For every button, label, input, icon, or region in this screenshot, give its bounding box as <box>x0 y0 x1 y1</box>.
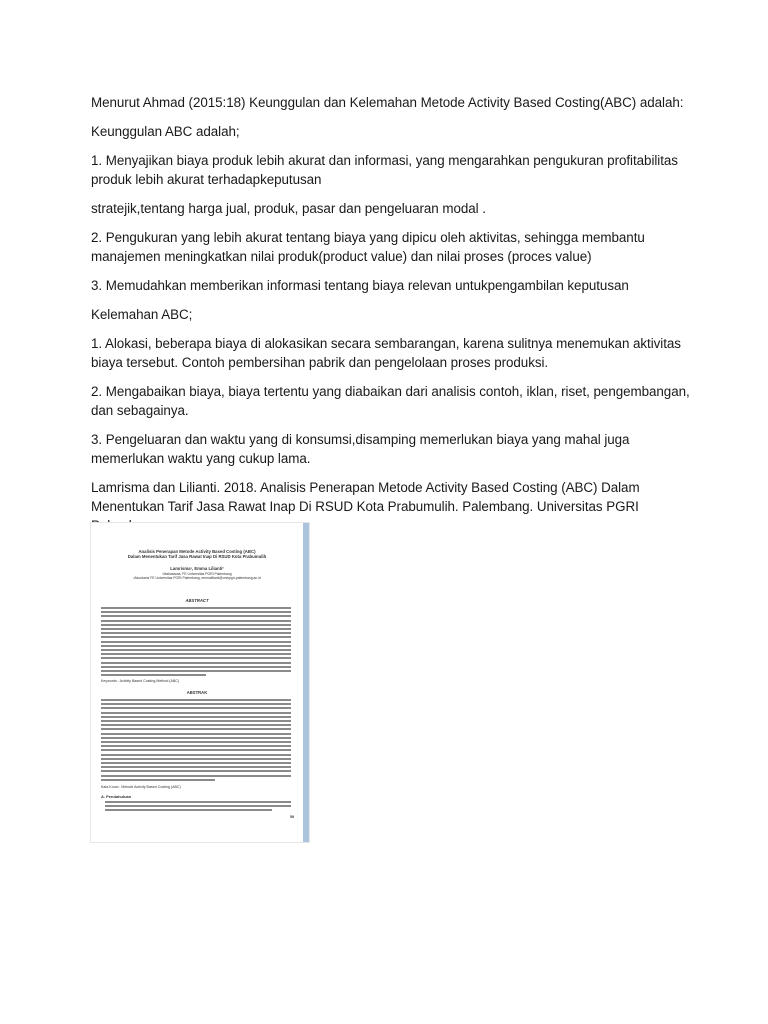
thumbnail-text-line <box>101 632 291 634</box>
thumbnail-text-line <box>101 703 291 705</box>
thumbnail-text-line <box>105 805 291 807</box>
thumbnail-text-line <box>101 628 291 630</box>
thumbnail-text-line <box>101 615 291 617</box>
thumbnail-text-line <box>101 666 291 668</box>
thumbnail-text-line <box>101 728 291 730</box>
thumbnail-text-line <box>101 657 291 659</box>
thumbnail-text-line <box>101 758 291 760</box>
thumbnail-text-line <box>101 645 291 647</box>
thumbnail-text-line <box>105 801 291 803</box>
paper-affiliation-1: ¹Mahasiswa, FE Universitas PGRI Palembang <box>162 572 232 576</box>
page-edge-strip <box>303 523 309 842</box>
thumbnail-text-line <box>101 737 291 739</box>
thumbnail-text-line <box>101 766 291 768</box>
thumbnail-text-line <box>101 712 291 714</box>
advantage-2: 2. Pengukuran yang lebih akurat tentang biaya yang dipicu oleh aktivitas, sehingga membantu manajemen meningkatkan nilai produk(product value) dan nilai proses (proces value) <box>91 230 645 264</box>
advantages-heading: Keunggulan ABC adalah; <box>91 124 240 139</box>
thumbnail-text-line <box>101 749 291 751</box>
intro-paragraph: Menurut Ahmad (2015:18) Keunggulan dan Kelemahan Metode Activity Based Costing(ABC) adalah: <box>91 95 684 110</box>
thumbnail-text-line <box>101 720 291 722</box>
paper-title-line-1: Analisis Penerapan Metode Activity Based Costing (ABC) <box>138 549 256 554</box>
document-body <box>91 93 691 545</box>
thumbnail-text-line <box>101 653 291 655</box>
thumbnail-text-line <box>101 762 291 764</box>
thumbnail-text-line <box>101 770 291 772</box>
thumbnail-text-line <box>105 809 272 811</box>
page-number: 59 <box>290 815 294 819</box>
thumbnail-text-line <box>101 674 206 676</box>
advantage-3: 3. Memudahkan memberikan informasi tentang biaya relevan untukpengambilan keputusan <box>91 278 629 293</box>
thumbnail-text-line <box>101 611 291 613</box>
thumbnail-text-line <box>101 741 291 743</box>
abstrak-heading: ABSTRAK <box>186 690 208 695</box>
thumbnail-text-line <box>101 754 291 756</box>
reference-citation: Lamrisma dan Lilianti. 2018. Analisis Penerapan Metode Activity Based Costing (ABC) Dalam Menentukan Tarif Jasa Rawat Inap Di RSUD Kota Prabumulih. Palembang. Universitas PGRI <box>91 480 640 514</box>
thumbnail-text-line <box>101 775 291 777</box>
thumbnail-text-line <box>101 636 291 638</box>
kata-kunci-line: Kata Kunci : Metode Activity Based Costing (ABC) <box>101 785 181 789</box>
thumbnail-text-line <box>101 699 291 701</box>
advantage-1-continued: stratejik,tentang harga jual, produk, pasar dan pengeluaran modal . <box>91 201 486 216</box>
abstract-heading: ABSTRACT <box>185 598 209 603</box>
thumbnail-text-line <box>101 649 291 651</box>
paper-affiliation-2: ²Akuntansi FE Universitas PGRI Palembang, emmalilianti@univpgri-palembang.ac.id <box>133 576 261 580</box>
thumbnail-text-line <box>101 641 291 643</box>
disadvantage-1: 1. Alokasi, beberapa biaya di alokasikan secara sembarangan, karena sulitnya menemukan aktivitas biaya tersebut. Contoh pembersihan pabrik dan pengelolaan proses produksi. <box>91 336 681 370</box>
disadvantage-2: 2. Mengabaikan biaya, biaya tertentu yang diabaikan dari analisis contoh, iklan, riset, pengembangan, dan sebagainya. <box>91 384 690 418</box>
disadvantages-heading: Kelemahan ABC; <box>91 307 193 322</box>
thumbnail-text-line <box>101 607 291 609</box>
thumbnail-text-line <box>101 707 291 709</box>
disadvantage-3: 3. Pengeluaran dan waktu yang di konsumsi,disamping memerlukan biaya yang mahal juga memerlukan waktu yang cukup lama. <box>91 432 630 466</box>
keywords-line: Keywords : Activity Based Costing Method (ABC) <box>101 679 180 683</box>
thumbnail-text-line <box>101 733 291 735</box>
thumbnail-text-line <box>101 662 291 664</box>
thumbnail-text-line <box>101 779 215 781</box>
thumbnail-text-line <box>101 745 291 747</box>
section-heading: A. Pendahuluan <box>101 794 132 799</box>
paper-title-line-2: Dalam Menentukan Tarif Jasa Rawat Inap Di RSUD Kota Prabumulih <box>127 554 267 559</box>
paper-thumbnail-image <box>91 523 309 842</box>
thumbnail-text-line <box>101 716 291 718</box>
thumbnail-text-line <box>101 624 291 626</box>
thumbnail-text-line <box>101 620 291 622</box>
advantage-1: 1. Menyajikan biaya produk lebih akurat dan informasi, yang mengarahkan pengukuran profitabilitas produk lebih akurat terhadapkeputusan <box>91 153 678 187</box>
paper-authors: Lamrisma¹, Emma Lilianti² <box>170 566 224 571</box>
thumbnail-text-line <box>101 670 291 672</box>
thumbnail-text-line <box>101 724 291 726</box>
